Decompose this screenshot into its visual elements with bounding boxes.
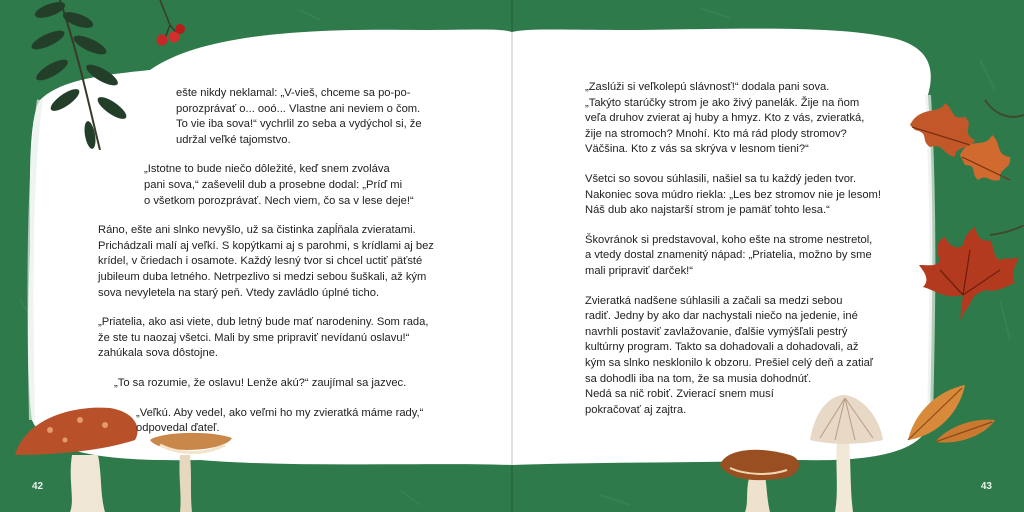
page-number-right: 43 [980, 481, 992, 492]
paragraph: „Zaslúži si veľkolepú slávnosť!“ dodala pani sova. „Takýto starúčky strom je ako živý panelák. Žije na ňom veľa druhov zvierat aj huby a hmyz. Kto z vás, zvieratká, žije na stromoch? Mnohí. Kto má rád plody stromov? Väčšina. Kto z vás sa skrýva v lesnom tieni?“ [585, 81, 865, 156]
book-gutter [511, 0, 513, 512]
left-page-text [92, 86, 452, 451]
paragraph: „Istotne to bude niečo dôležité, keď snem zvoláva pani sova,“ zaševelil dub a prosebne dodal: „Príď mi o všetkom porozprávať. Nech viem, čo sa v lese deje!“ [144, 163, 414, 207]
paragraph: Zvieratká nadšene súhlasili a začali sa medzi sebou radiť. Jedny by ako dar nachystali niečo na jedenie, iné navrhli postaviť zavlažovanie, ďalšie vymýšľali pestrý kultúrny program. Takto sa dohadovali a dohadovali, až kým sa slnko nesklonilo k obzoru. Prešiel celý deň a zatiaľ sa dohodli iba na tom, že sa musia dohodnúť. Nedá sa nič robiť. Zvierací snem musí pokračovať aj zajtra. [585, 294, 874, 416]
paragraph: Všetci so sovou súhlasili, našiel sa tu každý jeden tvor. Nakoniec sova múdro riekla: „Les bez stromov nie je lesom! Náš dub ako najstarší strom je pamäť tohto lesa.“ [585, 172, 881, 217]
page-number-left: 42 [32, 481, 44, 492]
right-page-text [585, 80, 905, 432]
paragraph: „Priatelia, ako asi viete, dub letný bude mať narodeniny. Som rada, že ste tu naozaj všetci. Mali by sme pripraviť nevídanú oslavu!“ zahúkala sova dôstojne. [98, 316, 429, 360]
paragraph: „Veľkú. Aby vedel, ako veľmi ho my zvieratká máme rady,“ odpovedal ďateľ. [136, 406, 424, 435]
oak-leaf-icon [900, 95, 1024, 205]
paragraph: „To sa rozumie, že oslavu! Lenže akú?“ zaujímal sa jazvec. [114, 376, 407, 389]
paragraph: Ráno, ešte ani slnko nevyšlo, už sa čistinka zapĺňala zvieratami. Prichádzali malí aj veľkí. S kopýtkami aj s parohmi, s krídlami aj bez krídel, v čriedach i osamote. Každý lesný tvor si chcel uctiť päťsté jubileum duba letného. Netrpezlivo si medzi sebou šuškali, až kým sova nevyletela na starý peň. Vtedy zavládlo úplné ticho. [98, 224, 434, 299]
maple-leaf-icon [915, 225, 1024, 325]
paragraph: ešte nikdy neklamal: „V-vieš, chceme sa po-po- porozprávať o... ooó... Vlastne ani neviem o čom. To vie iba sova!“ vychrlil zo seba a vydýchol si, že udržal veľké tajomstvo. [176, 87, 422, 146]
beech-leaves-icon [900, 380, 1000, 450]
paragraph: Škovránok si predstavoval, koho ešte na strome nestretol, a vtedy dostal znamenitý nápad: „Priatelia, možno by sme mali pripraviť darček!“ [585, 233, 873, 277]
